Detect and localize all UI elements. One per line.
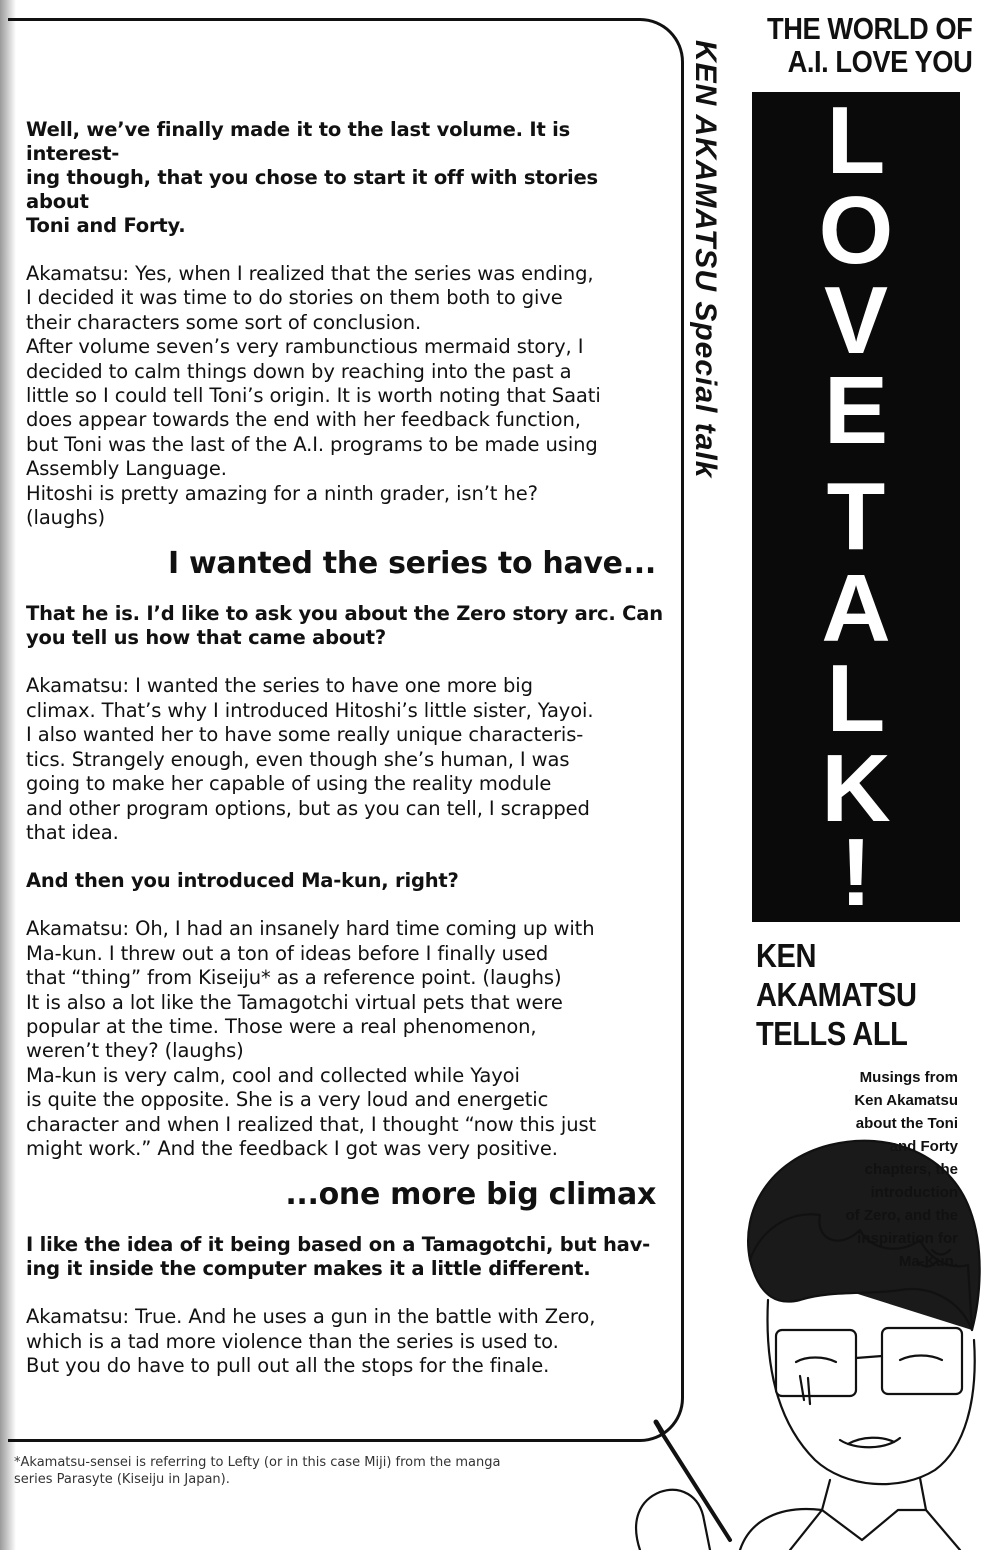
banner-letter-o: O	[818, 177, 894, 284]
question-1: Well, we’ve finally made it to the last volume. It is interest- ing though, that you chose to start it off with stories about Toni and Forty.	[26, 118, 598, 237]
vertical-title: KEN AKAMATSU Special talk	[689, 40, 722, 479]
pull-quote-2: ...one more big climax	[285, 1177, 656, 1213]
banner-letter-l2: L	[826, 645, 886, 752]
question-2: That he is. I’d like to ask you about the Zero story arc. Can you tell us how that came about?	[26, 602, 663, 650]
pull-quote-1: I wanted the series to have...	[167, 546, 656, 582]
banner-letter-t: T	[826, 463, 886, 570]
question-4: I like the idea of it being based on a Tamagotchi, but hav- ing it inside the computer makes it a little different.	[26, 1233, 650, 1281]
banner-letter-l: L	[826, 87, 886, 194]
banner-letter-v: V	[823, 267, 889, 374]
answer-2: Akamatsu: I wanted the series to have one more big climax. That’s why I introduced Hitoshi’s little sister, Yayoi. I also wanted her to have some really unique characteris- tics. Strangely enough, even though she’s human, I was going to make her capable of using the reality module and other program options, but as you can tell, I scrapped that idea.	[26, 674, 594, 844]
banner-exclamation: !	[840, 819, 872, 926]
series-title: THE WORLD OF A.I. LOVE YOU	[766, 11, 972, 79]
footnote: *Akamatsu-sensei is referring to Lefty (or in this case Miji) from the manga series Parasyte (Kiseiju in Japan).	[14, 1455, 501, 1487]
banner-letter-k: K	[821, 735, 891, 842]
musings-blurb: Musings from Ken Akamatsu about the Toni and Forty chapters, the introduction of Zero, and the inspiration for Ma-Kun.	[845, 1069, 958, 1270]
answer-1: Akamatsu: Yes, when I realized that the series was ending, I decided it was time to do stories on them both to give their characters some sort of conclusion. After volume seven’s very rambunctious mermaid story, I decided to calm things down by reaching into the past a little so I could tell Toni’s origin. It is worth noting that Saati does appear towards the end with her feedback function, but Toni was the last of the A.I. programs to be made using Assembly Language. Hitoshi is pretty amazing for a ninth grader, isn’t he? (laughs)	[26, 262, 601, 530]
banner-letter-e: E	[823, 357, 889, 464]
love-talk-banner	[752, 87, 960, 926]
interview-body	[26, 118, 666, 1379]
banner-letter-a: A	[821, 555, 891, 662]
answer-4: Akamatsu: True. And he uses a gun in the battle with Zero, which is a tad more violence than the series is used to. But you do have to pull out all the stops for the finale.	[26, 1305, 596, 1378]
question-3: And then you introduced Ma-kun, right?	[26, 869, 459, 893]
subtitle: KEN AKAMATSU TELLS ALL	[756, 937, 917, 1052]
answer-3: Akamatsu: Oh, I had an insanely hard time coming up with Ma-kun. I threw out a ton of ideas before I finally used that “thing” from Kiseiju* as a reference point. (laughs) It is also a lot like the Tamagotchi virtual pets that were popular at the time. Those were a real phenomenon, weren’t they? (laughs) Ma-kun is very calm, cool and collected while Yayoi is quite the opposite. She is a very loud and energetic character and when I realized that, I thought “now this just might work.” And the feedback I got was very positive.	[26, 917, 597, 1160]
